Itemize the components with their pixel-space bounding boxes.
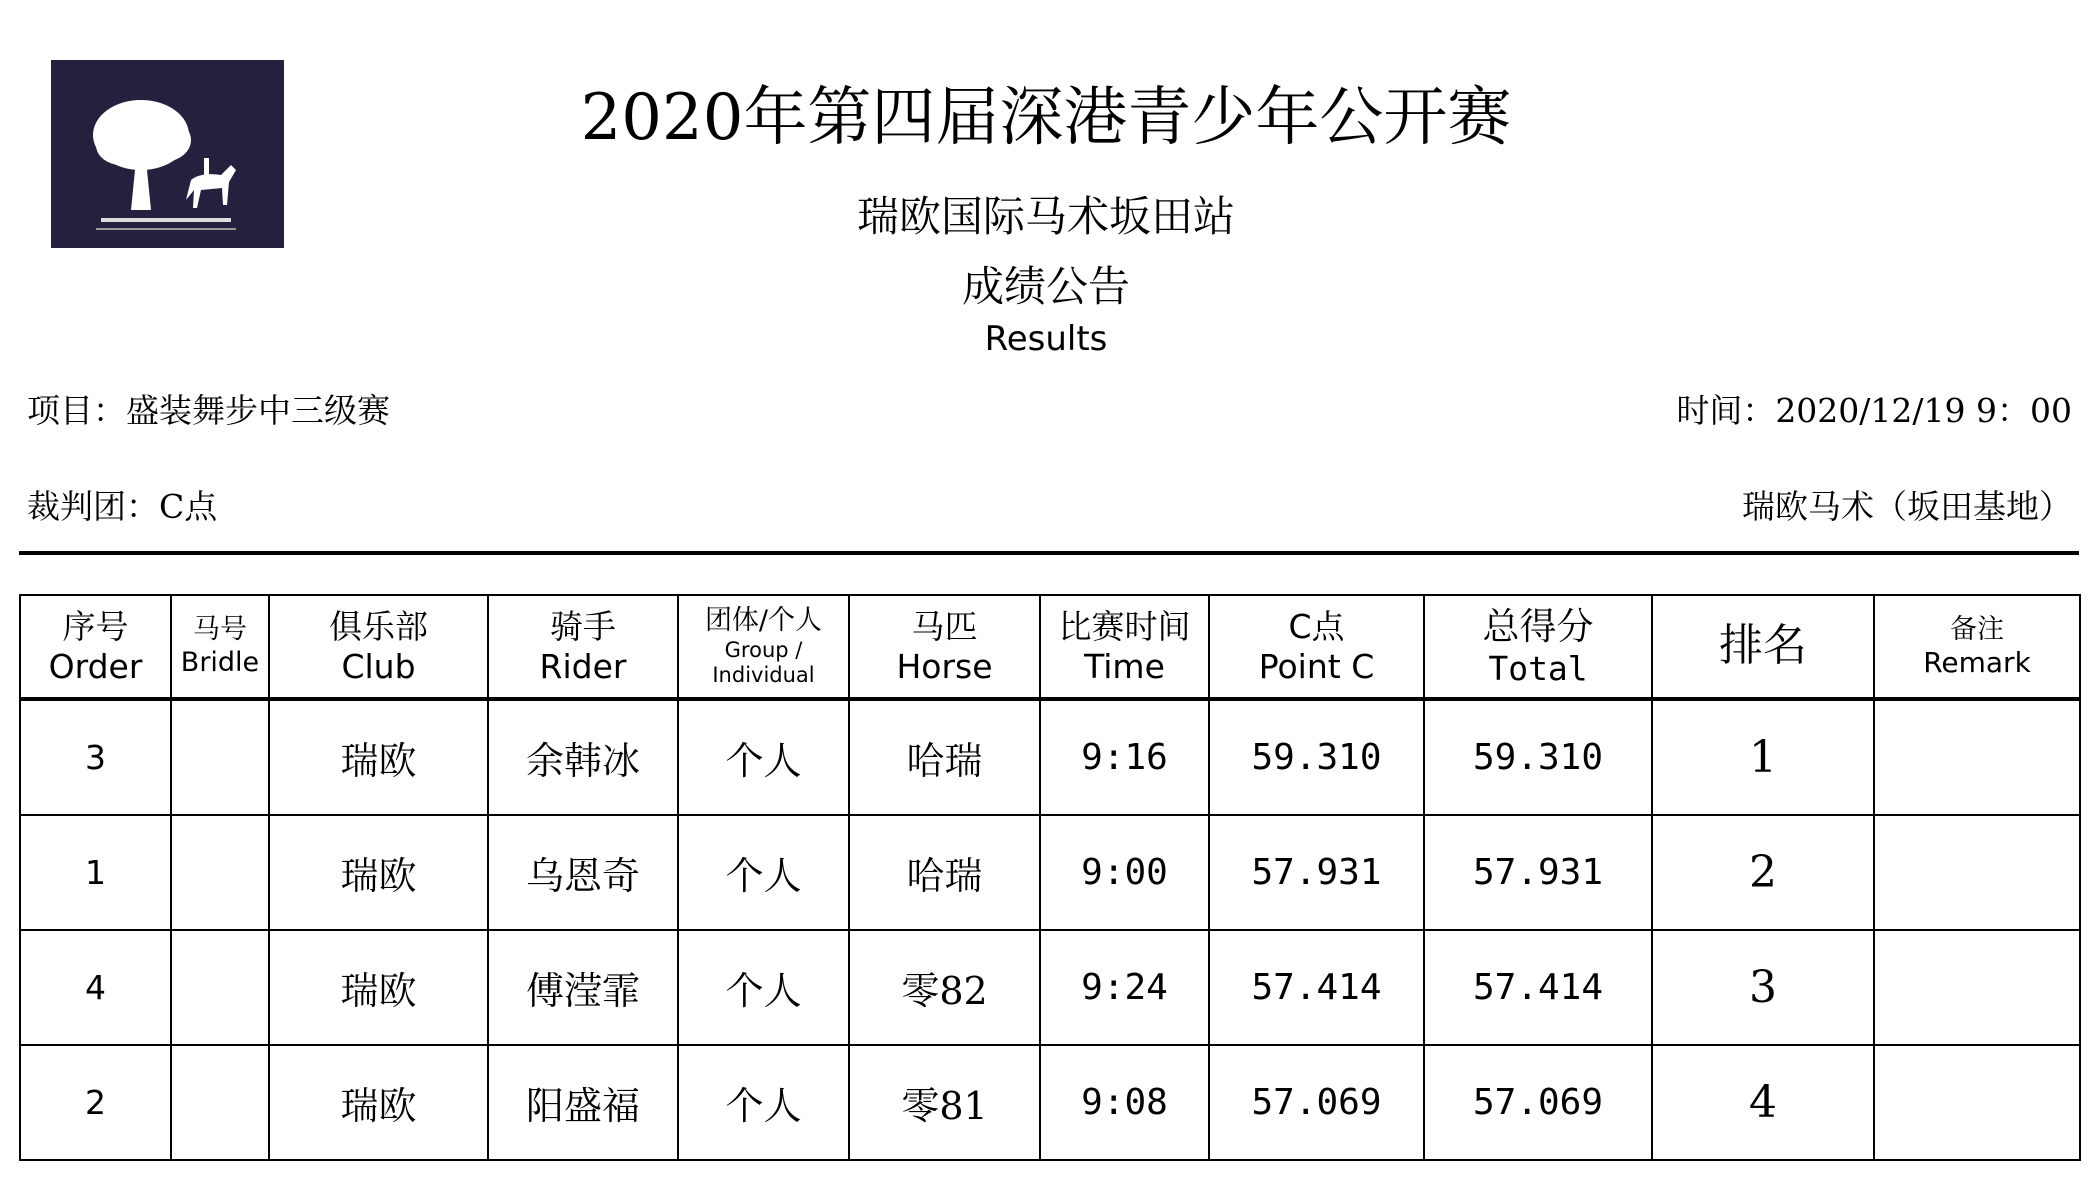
cell-remark bbox=[1874, 815, 2080, 930]
col-label-cn: C点 bbox=[1288, 606, 1345, 646]
cell-rider: 傅滢霏 bbox=[488, 930, 678, 1045]
cell-type: 个人 bbox=[678, 1045, 849, 1160]
col-horse bbox=[849, 595, 1040, 699]
cell-order: 1 bbox=[20, 815, 171, 930]
event-time: 时间：2020/12/19 9：00 bbox=[1676, 391, 2072, 430]
doc-type-en: Results bbox=[984, 319, 1108, 359]
cell-club: 瑞欧 bbox=[269, 1045, 488, 1160]
doc-type: 成绩公告 bbox=[961, 262, 1130, 311]
col-label-cn: 序号 bbox=[62, 606, 129, 646]
col-type bbox=[678, 595, 849, 699]
cell-time: 9:16 bbox=[1040, 699, 1209, 815]
cell-order: 2 bbox=[20, 1045, 171, 1160]
col-label-cn: 俱乐部 bbox=[329, 606, 428, 646]
col-label-cn: 马号 bbox=[193, 614, 247, 646]
cell-order: 3 bbox=[20, 699, 171, 815]
cell-type: 个人 bbox=[678, 699, 849, 815]
col-remark bbox=[1874, 595, 2080, 699]
cell-bridle bbox=[171, 699, 269, 815]
cell-point-c: 59.310 bbox=[1209, 699, 1424, 815]
col-order bbox=[20, 595, 171, 699]
cell-club: 瑞欧 bbox=[269, 699, 488, 815]
cell-point-c: 57.414 bbox=[1209, 930, 1424, 1045]
col-bridle bbox=[171, 595, 269, 699]
col-total bbox=[1424, 595, 1652, 699]
col-label-cn: 比赛时间 bbox=[1058, 606, 1191, 646]
col-label-en: Group / Individual bbox=[712, 637, 815, 687]
table-row bbox=[20, 699, 2080, 815]
page-title: 2020年第四届深港青少年公开赛 bbox=[580, 81, 1512, 155]
cell-total: 59.310 bbox=[1424, 699, 1652, 815]
col-label-en: Bridle bbox=[180, 646, 260, 678]
cell-club: 瑞欧 bbox=[269, 930, 488, 1045]
cell-rank: 3 bbox=[1652, 930, 1874, 1045]
cell-rider: 乌恩奇 bbox=[488, 815, 678, 930]
col-label-cn: 备注 bbox=[1950, 613, 2004, 645]
col-label-en: Order bbox=[48, 646, 143, 686]
cell-remark bbox=[1874, 1045, 2080, 1160]
col-label-en: Total bbox=[1488, 648, 1588, 688]
cell-rank: 2 bbox=[1652, 815, 1874, 930]
venue: 瑞欧马术（坂田基地） bbox=[1742, 487, 2072, 526]
col-label-cn: 排名 bbox=[1719, 620, 1807, 672]
cell-bridle bbox=[171, 815, 269, 930]
col-label-en: Remark bbox=[1923, 645, 2031, 679]
cell-horse: 哈瑞 bbox=[849, 815, 1040, 930]
cell-time: 9:08 bbox=[1040, 1045, 1209, 1160]
cell-horse: 零81 bbox=[849, 1045, 1040, 1160]
cell-bridle bbox=[171, 930, 269, 1045]
col-club bbox=[269, 595, 488, 699]
col-label-cn: 总得分 bbox=[1482, 604, 1594, 648]
cell-total: 57.069 bbox=[1424, 1045, 1652, 1160]
col-label-en: Point C bbox=[1258, 646, 1375, 686]
col-label-en: Rider bbox=[539, 646, 627, 686]
cell-remark bbox=[1874, 699, 2080, 815]
col-label-cn: 马匹 bbox=[911, 606, 978, 646]
cell-time: 9:00 bbox=[1040, 815, 1209, 930]
divider bbox=[19, 551, 2079, 555]
cell-bridle bbox=[171, 1045, 269, 1160]
cell-horse: 零82 bbox=[849, 930, 1040, 1045]
page-subtitle: 瑞欧国际马术坂田站 bbox=[856, 192, 1235, 241]
table-row bbox=[20, 815, 2080, 930]
judges: 裁判团：C点 bbox=[27, 487, 218, 526]
cell-total: 57.931 bbox=[1424, 815, 1652, 930]
event-name: 项目：盛装舞步中三级赛 bbox=[27, 391, 390, 430]
col-label-cn: 团体/个人 bbox=[704, 605, 823, 637]
col-label-cn: 骑手 bbox=[550, 606, 616, 646]
col-rider bbox=[488, 595, 678, 699]
cell-remark bbox=[1874, 930, 2080, 1045]
cell-type: 个人 bbox=[678, 930, 849, 1045]
cell-time: 9:24 bbox=[1040, 930, 1209, 1045]
cell-point-c: 57.069 bbox=[1209, 1045, 1424, 1160]
cell-type: 个人 bbox=[678, 815, 849, 930]
cell-club: 瑞欧 bbox=[269, 815, 488, 930]
col-label-en: Club bbox=[341, 646, 416, 686]
cell-rider: 余韩冰 bbox=[488, 699, 678, 815]
table-row bbox=[20, 1045, 2080, 1160]
col-rank bbox=[1652, 595, 1874, 699]
cell-horse: 哈瑞 bbox=[849, 699, 1040, 815]
table-row bbox=[20, 930, 2080, 1045]
cell-point-c: 57.931 bbox=[1209, 815, 1424, 930]
results-table bbox=[19, 594, 2081, 1161]
cell-rank: 4 bbox=[1652, 1045, 1874, 1160]
col-label-en: Time bbox=[1084, 646, 1165, 686]
table-header bbox=[20, 595, 2080, 699]
cell-total: 57.414 bbox=[1424, 930, 1652, 1045]
cell-rider: 阳盛福 bbox=[488, 1045, 678, 1160]
col-label-en: Horse bbox=[896, 646, 993, 686]
cell-rank: 1 bbox=[1652, 699, 1874, 815]
cell-order: 4 bbox=[20, 930, 171, 1045]
col-time bbox=[1040, 595, 1209, 699]
col-point-c bbox=[1209, 595, 1424, 699]
